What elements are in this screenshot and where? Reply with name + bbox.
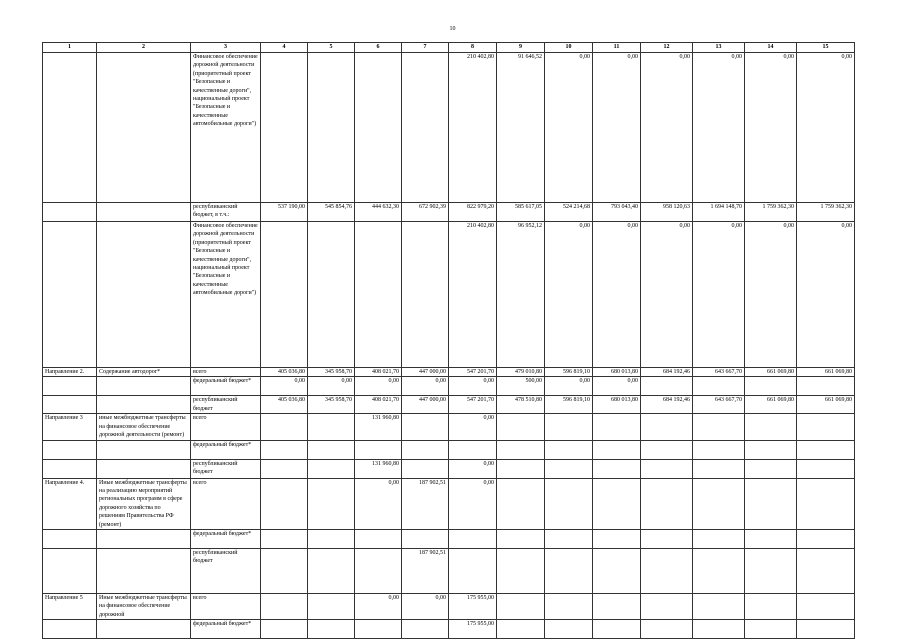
- value-cell: [693, 377, 745, 396]
- value-cell: 793 043,40: [593, 203, 641, 222]
- value-cell: [693, 459, 745, 478]
- value-cell: 0,00: [641, 53, 693, 203]
- value-cell: [449, 549, 497, 594]
- value-cell: 661 069,80: [745, 396, 797, 414]
- source-cell: федеральный бюджет*: [191, 440, 261, 459]
- description-cell: [97, 396, 191, 414]
- value-cell: [497, 414, 545, 440]
- value-cell: 0,00: [402, 594, 449, 620]
- value-cell: [693, 530, 745, 549]
- value-cell: 0,00: [745, 222, 797, 368]
- value-cell: 0,00: [449, 377, 497, 396]
- source-cell: всего: [191, 368, 261, 377]
- table-row: [43, 203, 855, 222]
- value-cell: [355, 530, 402, 549]
- value-cell: [693, 440, 745, 459]
- value-cell: [449, 440, 497, 459]
- table-row: [43, 368, 855, 377]
- value-cell: 643 667,70: [693, 396, 745, 414]
- value-cell: [641, 459, 693, 478]
- description-cell: иные межбюджетные трансферты на финансовое обеспечение дорожной деятельности (ремонт): [97, 414, 191, 440]
- value-cell: 0,00: [545, 377, 593, 396]
- value-cell: [797, 530, 855, 549]
- value-cell: [261, 440, 308, 459]
- column-header-13: 13: [693, 43, 745, 53]
- value-cell: 210 402,80: [449, 53, 497, 203]
- value-cell: [797, 620, 855, 639]
- value-cell: [797, 440, 855, 459]
- value-cell: 537 190,00: [261, 203, 308, 222]
- value-cell: 0,00: [545, 222, 593, 368]
- value-cell: [797, 478, 855, 529]
- value-cell: [261, 530, 308, 549]
- value-cell: 0,00: [355, 478, 402, 529]
- value-cell: 0,00: [355, 377, 402, 396]
- description-cell: [97, 377, 191, 396]
- column-header-8: 8: [449, 43, 497, 53]
- value-cell: 500,00: [497, 377, 545, 396]
- source-cell: республиканский бюджет, в т.ч.:: [191, 203, 261, 222]
- description-cell: [97, 203, 191, 222]
- value-cell: [745, 414, 797, 440]
- value-cell: [693, 549, 745, 594]
- value-cell: [641, 440, 693, 459]
- value-cell: 0,00: [449, 478, 497, 529]
- direction-cell: Направление 3: [43, 414, 97, 440]
- value-cell: [545, 530, 593, 549]
- value-cell: 187 902,51: [402, 549, 449, 594]
- direction-cell: [43, 377, 97, 396]
- direction-cell: [43, 203, 97, 222]
- direction-cell: [43, 620, 97, 639]
- value-cell: [745, 620, 797, 639]
- value-cell: [308, 53, 355, 203]
- value-cell: 524 214,68: [545, 203, 593, 222]
- column-header-5: 5: [308, 43, 355, 53]
- value-cell: [308, 414, 355, 440]
- value-cell: 0,00: [545, 53, 593, 203]
- value-cell: [745, 478, 797, 529]
- value-cell: [797, 377, 855, 396]
- value-cell: 131 960,80: [355, 459, 402, 478]
- value-cell: [545, 549, 593, 594]
- value-cell: 1 759 362,30: [797, 203, 855, 222]
- table-row: [43, 594, 855, 620]
- value-cell: 0,00: [593, 377, 641, 396]
- value-cell: 680 013,80: [593, 368, 641, 377]
- table-row: [43, 459, 855, 478]
- source-cell: республиканский бюджет: [191, 459, 261, 478]
- value-cell: 596 819,10: [545, 368, 593, 377]
- value-cell: [308, 459, 355, 478]
- value-cell: [745, 459, 797, 478]
- description-cell: Иные межбюджетные трансферты на реализацию мероприятий региональных программ в сфере дорожного хозяйства по решениям Правительства РФ (ремонт): [97, 478, 191, 529]
- table-row: [43, 530, 855, 549]
- value-cell: [261, 53, 308, 203]
- column-header-2: 2: [97, 43, 191, 53]
- description-cell: [97, 440, 191, 459]
- value-cell: [261, 620, 308, 639]
- description-cell: Иные межбюджетные трансферты на финансовое обеспечение дорожной: [97, 594, 191, 620]
- column-header-15: 15: [797, 43, 855, 53]
- value-cell: 585 617,05: [497, 203, 545, 222]
- value-cell: 0,00: [797, 222, 855, 368]
- value-cell: 175 955,00: [449, 594, 497, 620]
- table-row: [43, 396, 855, 414]
- column-header-10: 10: [545, 43, 593, 53]
- value-cell: 345 958,70: [308, 396, 355, 414]
- column-header-6: 6: [355, 43, 402, 53]
- value-cell: [641, 620, 693, 639]
- value-cell: [593, 440, 641, 459]
- direction-cell: [43, 530, 97, 549]
- value-cell: 680 013,80: [593, 396, 641, 414]
- table-row: [43, 222, 855, 368]
- direction-cell: [43, 222, 97, 368]
- value-cell: [497, 530, 545, 549]
- value-cell: [745, 530, 797, 549]
- source-cell: всего: [191, 414, 261, 440]
- table-row: [43, 377, 855, 396]
- value-cell: 1 759 362,30: [745, 203, 797, 222]
- source-cell: всего: [191, 594, 261, 620]
- value-cell: [641, 594, 693, 620]
- value-cell: [545, 440, 593, 459]
- value-cell: [402, 53, 449, 203]
- column-header-7: 7: [402, 43, 449, 53]
- value-cell: 447 000,00: [402, 396, 449, 414]
- value-cell: 596 819,10: [545, 396, 593, 414]
- table-row: [43, 549, 855, 594]
- page-number: 10: [449, 26, 456, 32]
- value-cell: [797, 414, 855, 440]
- value-cell: [497, 620, 545, 639]
- value-cell: [497, 549, 545, 594]
- column-header-4: 4: [261, 43, 308, 53]
- source-cell: всего: [191, 478, 261, 529]
- value-cell: 91 646,52: [497, 53, 545, 203]
- value-cell: [402, 440, 449, 459]
- description-cell: [97, 549, 191, 594]
- direction-cell: Направление 4.: [43, 478, 97, 529]
- value-cell: [641, 549, 693, 594]
- direction-cell: [43, 459, 97, 478]
- value-cell: [308, 222, 355, 368]
- value-cell: 0,00: [261, 377, 308, 396]
- value-cell: [641, 377, 693, 396]
- value-cell: [593, 530, 641, 549]
- value-cell: 822 979,20: [449, 203, 497, 222]
- value-cell: 131 960,80: [355, 414, 402, 440]
- value-cell: 444 632,30: [355, 203, 402, 222]
- value-cell: [261, 478, 308, 529]
- value-cell: [693, 620, 745, 639]
- value-cell: [497, 459, 545, 478]
- value-cell: [355, 549, 402, 594]
- value-cell: 0,00: [593, 53, 641, 203]
- column-header-12: 12: [641, 43, 693, 53]
- table-row: [43, 414, 855, 440]
- source-cell: Финансовое обеспечение дорожной деятельности (приоритетный проект "Безопасные и качественные дороги", национальный проект "Безопасные и качественные автомобильные дороги"): [191, 53, 261, 203]
- value-cell: [497, 594, 545, 620]
- value-cell: [355, 440, 402, 459]
- value-cell: 0,00: [308, 377, 355, 396]
- description-cell: [97, 459, 191, 478]
- value-cell: 479 010,80: [497, 368, 545, 377]
- value-cell: 408 021,70: [355, 396, 402, 414]
- source-cell: Финансовое обеспечение дорожной деятельности (приоритетный проект "Безопасные и качественные дороги", национальный проект "Безопасные и качественные автомобильные дороги"): [191, 222, 261, 368]
- value-cell: [355, 620, 402, 639]
- direction-cell: [43, 396, 97, 414]
- value-cell: [261, 594, 308, 620]
- value-cell: [261, 459, 308, 478]
- value-cell: [308, 530, 355, 549]
- value-cell: [593, 594, 641, 620]
- source-cell: республиканский бюджет: [191, 549, 261, 594]
- value-cell: [545, 478, 593, 529]
- value-cell: 187 902,51: [402, 478, 449, 529]
- value-cell: [402, 620, 449, 639]
- value-cell: [593, 478, 641, 529]
- value-cell: 958 120,63: [641, 203, 693, 222]
- value-cell: 0,00: [449, 459, 497, 478]
- value-cell: [402, 414, 449, 440]
- value-cell: [497, 440, 545, 459]
- value-cell: [308, 549, 355, 594]
- value-cell: 0,00: [641, 222, 693, 368]
- value-cell: [593, 549, 641, 594]
- description-cell: [97, 620, 191, 639]
- table-row: [43, 53, 855, 203]
- value-cell: 405 036,80: [261, 396, 308, 414]
- source-cell: федеральный бюджет*: [191, 377, 261, 396]
- value-cell: 643 667,70: [693, 368, 745, 377]
- value-cell: [745, 440, 797, 459]
- header-row: [43, 43, 855, 53]
- value-cell: 0,00: [402, 377, 449, 396]
- value-cell: 0,00: [693, 53, 745, 203]
- value-cell: [308, 620, 355, 639]
- value-cell: 661 069,80: [745, 368, 797, 377]
- description-cell: [97, 530, 191, 549]
- table-row: [43, 440, 855, 459]
- value-cell: [402, 222, 449, 368]
- value-cell: [545, 459, 593, 478]
- value-cell: [641, 530, 693, 549]
- value-cell: 0,00: [593, 222, 641, 368]
- value-cell: [545, 414, 593, 440]
- value-cell: [593, 620, 641, 639]
- value-cell: [497, 478, 545, 529]
- value-cell: [308, 478, 355, 529]
- source-cell: федеральный бюджет*: [191, 530, 261, 549]
- value-cell: [593, 459, 641, 478]
- value-cell: 0,00: [449, 414, 497, 440]
- budget-table: [42, 42, 855, 639]
- value-cell: [402, 530, 449, 549]
- value-cell: [745, 549, 797, 594]
- value-cell: 96 952,12: [497, 222, 545, 368]
- value-cell: 0,00: [745, 53, 797, 203]
- value-cell: 405 036,80: [261, 368, 308, 377]
- value-cell: 1 694 148,70: [693, 203, 745, 222]
- value-cell: [797, 549, 855, 594]
- value-cell: [402, 459, 449, 478]
- value-cell: [545, 620, 593, 639]
- value-cell: 210 402,80: [449, 222, 497, 368]
- value-cell: [745, 377, 797, 396]
- value-cell: 0,00: [355, 594, 402, 620]
- value-cell: 547 201,70: [449, 396, 497, 414]
- value-cell: [261, 222, 308, 368]
- table-row: [43, 478, 855, 529]
- value-cell: 408 021,70: [355, 368, 402, 377]
- description-cell: [97, 53, 191, 203]
- source-cell: федеральный бюджет*: [191, 620, 261, 639]
- direction-cell: [43, 53, 97, 203]
- value-cell: 684 192,46: [641, 396, 693, 414]
- table-row: [43, 620, 855, 639]
- value-cell: 547 201,70: [449, 368, 497, 377]
- value-cell: 0,00: [693, 222, 745, 368]
- value-cell: [308, 440, 355, 459]
- value-cell: 672 902,39: [402, 203, 449, 222]
- value-cell: [261, 414, 308, 440]
- value-cell: 345 958,70: [308, 368, 355, 377]
- column-header-14: 14: [745, 43, 797, 53]
- value-cell: [355, 222, 402, 368]
- direction-cell: Направление 2.: [43, 368, 97, 377]
- value-cell: 447 000,00: [402, 368, 449, 377]
- column-header-9: 9: [497, 43, 545, 53]
- column-header-11: 11: [593, 43, 641, 53]
- value-cell: [593, 414, 641, 440]
- value-cell: [449, 530, 497, 549]
- value-cell: [545, 594, 593, 620]
- value-cell: [745, 594, 797, 620]
- value-cell: [693, 594, 745, 620]
- column-header-1: 1: [43, 43, 97, 53]
- direction-cell: [43, 549, 97, 594]
- direction-cell: Направление 5: [43, 594, 97, 620]
- value-cell: 661 069,80: [797, 368, 855, 377]
- value-cell: [797, 594, 855, 620]
- source-cell: республиканский бюджет: [191, 396, 261, 414]
- value-cell: [641, 478, 693, 529]
- column-header-3: 3: [191, 43, 261, 53]
- value-cell: [693, 478, 745, 529]
- value-cell: [355, 53, 402, 203]
- value-cell: 684 192,46: [641, 368, 693, 377]
- value-cell: [641, 414, 693, 440]
- value-cell: [261, 549, 308, 594]
- value-cell: 661 069,80: [797, 396, 855, 414]
- value-cell: [693, 414, 745, 440]
- value-cell: 175 955,00: [449, 620, 497, 639]
- value-cell: 478 510,80: [497, 396, 545, 414]
- direction-cell: [43, 440, 97, 459]
- value-cell: 545 854,76: [308, 203, 355, 222]
- description-cell: [97, 222, 191, 368]
- description-cell: Содержание автодорог*: [97, 368, 191, 377]
- value-cell: 0,00: [797, 53, 855, 203]
- value-cell: [797, 459, 855, 478]
- value-cell: [308, 594, 355, 620]
